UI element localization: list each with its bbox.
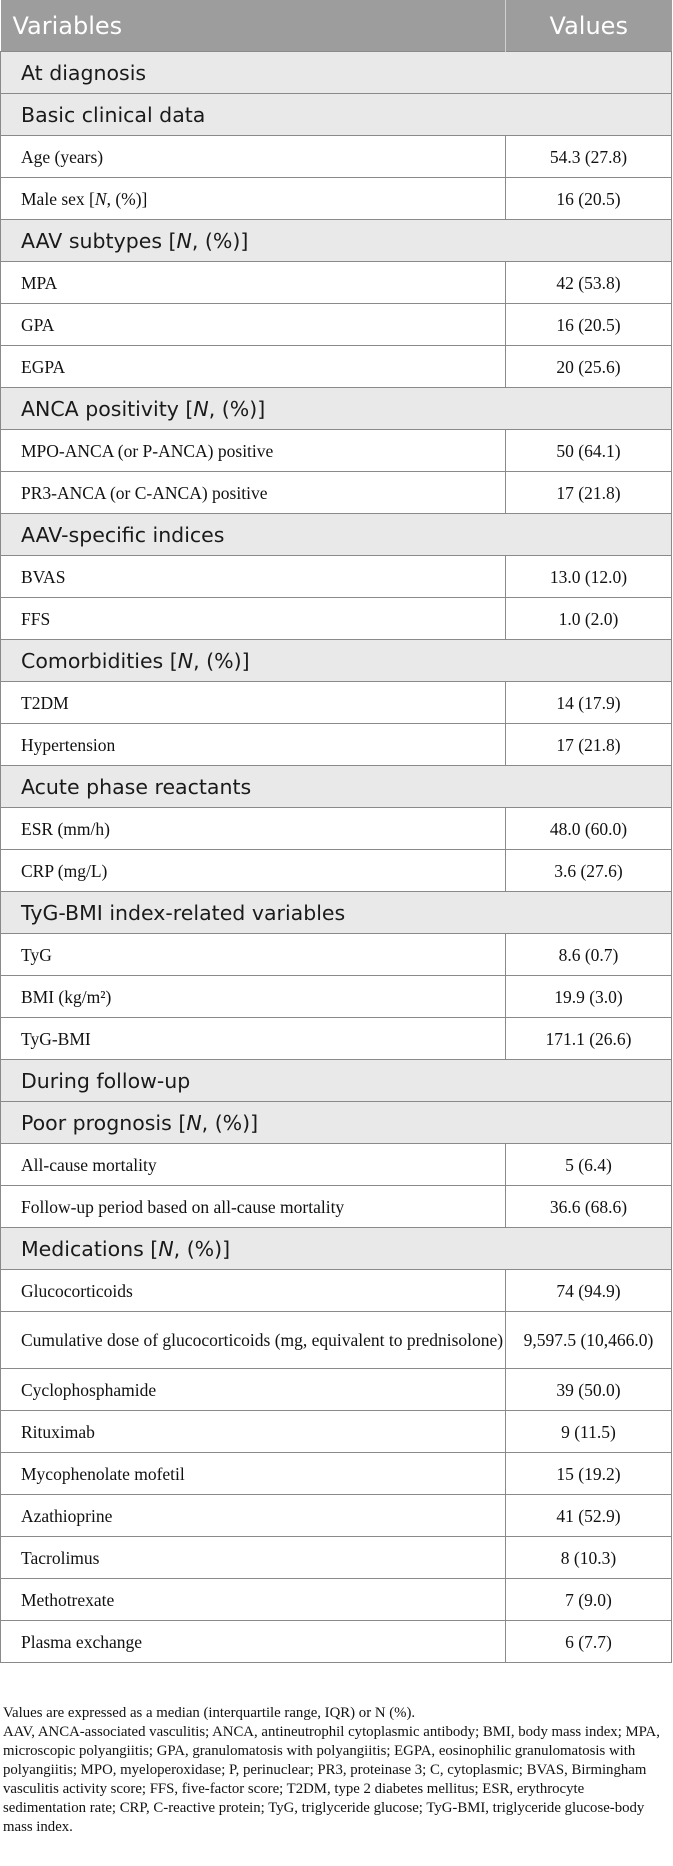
table-row — [1, 262, 672, 304]
section-label: During follow-up — [1, 1060, 672, 1102]
variable-value: 8.6 (0.7) — [506, 934, 672, 976]
variable-value: 3.6 (27.6) — [506, 850, 672, 892]
table-row — [1, 598, 672, 640]
variable-label: Follow-up period based on all-cause mortality — [1, 1186, 506, 1228]
variable-label: MPA — [1, 262, 506, 304]
section-label: ANCA positivity [N, (%)] — [1, 388, 672, 430]
variable-value: 16 (20.5) — [506, 304, 672, 346]
variable-label: Azathioprine — [1, 1495, 506, 1537]
table-row — [1, 1621, 672, 1663]
table-row — [1, 304, 672, 346]
variable-value: 48.0 (60.0) — [506, 808, 672, 850]
table-body — [1, 52, 672, 1663]
section-label: AAV subtypes [N, (%)] — [1, 220, 672, 262]
variable-label: MPO-ANCA (or P-ANCA) positive — [1, 430, 506, 472]
table-row — [1, 976, 672, 1018]
variable-label: TyG — [1, 934, 506, 976]
section-row — [1, 1060, 672, 1102]
section-row — [1, 52, 672, 94]
table-footnotes — [3, 1704, 669, 1837]
section-label: Acute phase reactants — [1, 766, 672, 808]
variable-label: Plasma exchange — [1, 1621, 506, 1663]
table-row — [1, 472, 672, 514]
table-row — [1, 430, 672, 472]
variable-value: 171.1 (26.6) — [506, 1018, 672, 1060]
footnote-abbreviations: AAV, ANCA-associated vasculitis; ANCA, antineutrophil cytoplasmic antibody; BMI, body mass index; MPA, microscopic polyangiitis; GPA, granulomatosis with polyangiitis; EGPA, eosinophilic granulomatosis with polyangiitis; MPO, myeloperoxidase; P, perinuclear; PR3, proteinase 3; C, cytoplasmic; BVAS, Birmingham vasculitis activity score; FFS, five-factor score; T2DM, type 2 diabetes mellitus; ESR, erythrocyte sedimentation rate; CRP, C-reactive protein; TyG, triglyceride glucose; TyG-BMI, triglyceride glucose-body mass index. — [3, 1724, 660, 1835]
variable-label: Cyclophosphamide — [1, 1369, 506, 1411]
section-label: AAV-specific indices — [1, 514, 672, 556]
table-row — [1, 1495, 672, 1537]
section-label: Comorbidities [N, (%)] — [1, 640, 672, 682]
variable-value: 17 (21.8) — [506, 724, 672, 766]
table-row — [1, 1453, 672, 1495]
table-row — [1, 1369, 672, 1411]
table-row — [1, 1579, 672, 1621]
variable-label: Rituximab — [1, 1411, 506, 1453]
section-label: Medications [N, (%)] — [1, 1228, 672, 1270]
table-row — [1, 1312, 672, 1369]
variable-label: Hypertension — [1, 724, 506, 766]
section-row — [1, 640, 672, 682]
variable-value: 16 (20.5) — [506, 178, 672, 220]
variable-label: Mycophenolate mofetil — [1, 1453, 506, 1495]
variable-value: 50 (64.1) — [506, 430, 672, 472]
header-values: Values — [506, 0, 672, 52]
table-row — [1, 724, 672, 766]
variable-label: Age (years) — [1, 136, 506, 178]
variable-label: GPA — [1, 304, 506, 346]
variable-value: 54.3 (27.8) — [506, 136, 672, 178]
table-row — [1, 346, 672, 388]
variable-label: All-cause mortality — [1, 1144, 506, 1186]
section-label: TyG-BMI index-related variables — [1, 892, 672, 934]
variable-label: CRP (mg/L) — [1, 850, 506, 892]
table-row — [1, 1537, 672, 1579]
variable-value: 41 (52.9) — [506, 1495, 672, 1537]
table-row — [1, 682, 672, 724]
variable-value: 8 (10.3) — [506, 1537, 672, 1579]
variable-value: 19.9 (3.0) — [506, 976, 672, 1018]
variable-value: 1.0 (2.0) — [506, 598, 672, 640]
variable-value: 5 (6.4) — [506, 1144, 672, 1186]
section-row — [1, 1102, 672, 1144]
variable-label: TyG-BMI — [1, 1018, 506, 1060]
variable-value: 15 (19.2) — [506, 1453, 672, 1495]
variable-label: PR3-ANCA (or C-ANCA) positive — [1, 472, 506, 514]
variable-label: Cumulative dose of glucocorticoids (mg, equivalent to prednisolone) — [1, 1312, 506, 1369]
table-row — [1, 136, 672, 178]
variable-label: ESR (mm/h) — [1, 808, 506, 850]
section-row — [1, 94, 672, 136]
table-row — [1, 178, 672, 220]
table-row — [1, 850, 672, 892]
table-row — [1, 808, 672, 850]
variable-value: 42 (53.8) — [506, 262, 672, 304]
variable-value: 7 (9.0) — [506, 1579, 672, 1621]
variable-value: 14 (17.9) — [506, 682, 672, 724]
variable-value: 39 (50.0) — [506, 1369, 672, 1411]
variable-value: 9,597.5 (10,466.0) — [506, 1312, 672, 1369]
section-label: At diagnosis — [1, 52, 672, 94]
table-row — [1, 934, 672, 976]
variable-value: 9 (11.5) — [506, 1411, 672, 1453]
variable-label: Male sex [N, (%)] — [1, 178, 506, 220]
table-row — [1, 1270, 672, 1312]
variable-label: T2DM — [1, 682, 506, 724]
variable-value: 17 (21.8) — [506, 472, 672, 514]
table-header-row — [1, 0, 672, 52]
variable-value: 6 (7.7) — [506, 1621, 672, 1663]
variable-value: 36.6 (68.6) — [506, 1186, 672, 1228]
table-row — [1, 1186, 672, 1228]
section-label: Poor prognosis [N, (%)] — [1, 1102, 672, 1144]
variable-label: BVAS — [1, 556, 506, 598]
header-variables: Variables — [1, 0, 506, 52]
table-row — [1, 1018, 672, 1060]
variable-value: 74 (94.9) — [506, 1270, 672, 1312]
table-row — [1, 1411, 672, 1453]
variable-label: BMI (kg/m²) — [1, 976, 506, 1018]
section-row — [1, 388, 672, 430]
table-row — [1, 556, 672, 598]
variable-label: Methotrexate — [1, 1579, 506, 1621]
table-row — [1, 1144, 672, 1186]
variable-label: Tacrolimus — [1, 1537, 506, 1579]
section-row — [1, 514, 672, 556]
variable-label: Glucocorticoids — [1, 1270, 506, 1312]
section-row — [1, 892, 672, 934]
section-label: Basic clinical data — [1, 94, 672, 136]
variable-label: FFS — [1, 598, 506, 640]
variable-label: EGPA — [1, 346, 506, 388]
section-row — [1, 220, 672, 262]
variable-value: 20 (25.6) — [506, 346, 672, 388]
section-row — [1, 766, 672, 808]
footnote-values-note: Values are expressed as a median (interquartile range, IQR) or N (%). — [3, 1705, 416, 1721]
section-row — [1, 1228, 672, 1270]
variable-value: 13.0 (12.0) — [506, 556, 672, 598]
